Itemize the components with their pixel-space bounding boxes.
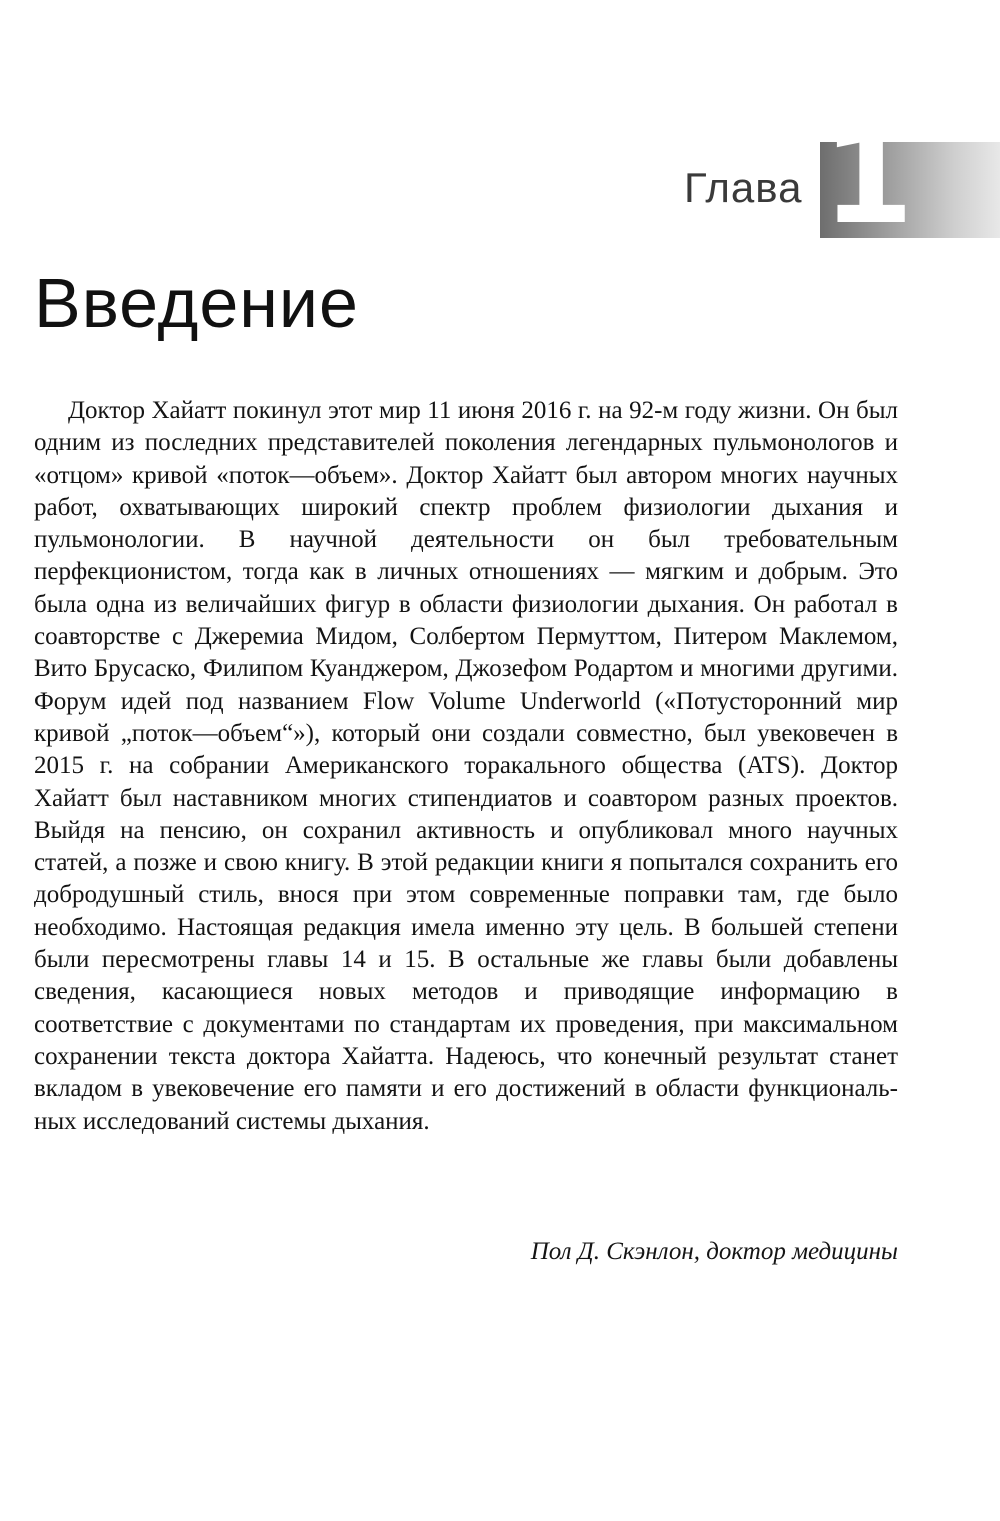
chapter-label: Глава [684,164,803,211]
page-title: Введение [34,264,359,342]
body-paragraph: Доктор Хайатт покинул этот мир 11 июня 2016 г. на 92-м году жизни. Он был одним из последних представителей поколения легендарных пульмонологов и «отцом» кривой «поток—объем». Доктор Хайатт был автором многих научных работ, охватывающих широкий спектр проблем физиологии дыхания и пульмонологии. В научной деятельности он был требовательным перфекционистом, тогда как в личных отношениях — мягким и добрым. Это была одна из величайших фигур в области физиологии дыхания. Он работал в соавторстве с Джеремиа Мидом, Солбертом Пермуттом, Питером Маклемом, Вито Брусаско, Филипом Куанджером, Джозефом Родартом и многими другими. Форум идей под названием Flow Volume Underworld («Потусторонний мир кривой „поток—объем“»), который они создали совместно, был увековечен в 2015 г. на собрании Американского торакального общества (ATS). Доктор Хайатт был наставником многих стипендиатов и соавтором разных проектов. Выйдя на пенсию, он сохранил активность и опубликовал много научных статей, а позже и свою книгу. В этой редакции книги я попытался сохранить его добродушный стиль, внося при этом современные поправки там, где было необходимо. Настоящая редакция имела именно эту цель. В большей степени были пересмотрены главы 14 и 15. В остальные же главы были добавлены сведения, касающиеся новых методов и приводящие информацию в соответствие с документами по стандартам их проведения, при максимальном сохранении текста доктора Хайатта. Надеюсь, что конечный результат станет вкладом в увековечение его памяти и его достижений в области функциональных исследований системы дыхания. [34,397,898,1135]
author-signature: Пол Д. Скэнлон, доктор медицины [530,1238,898,1265]
chapter-number: 1 [822,100,914,254]
